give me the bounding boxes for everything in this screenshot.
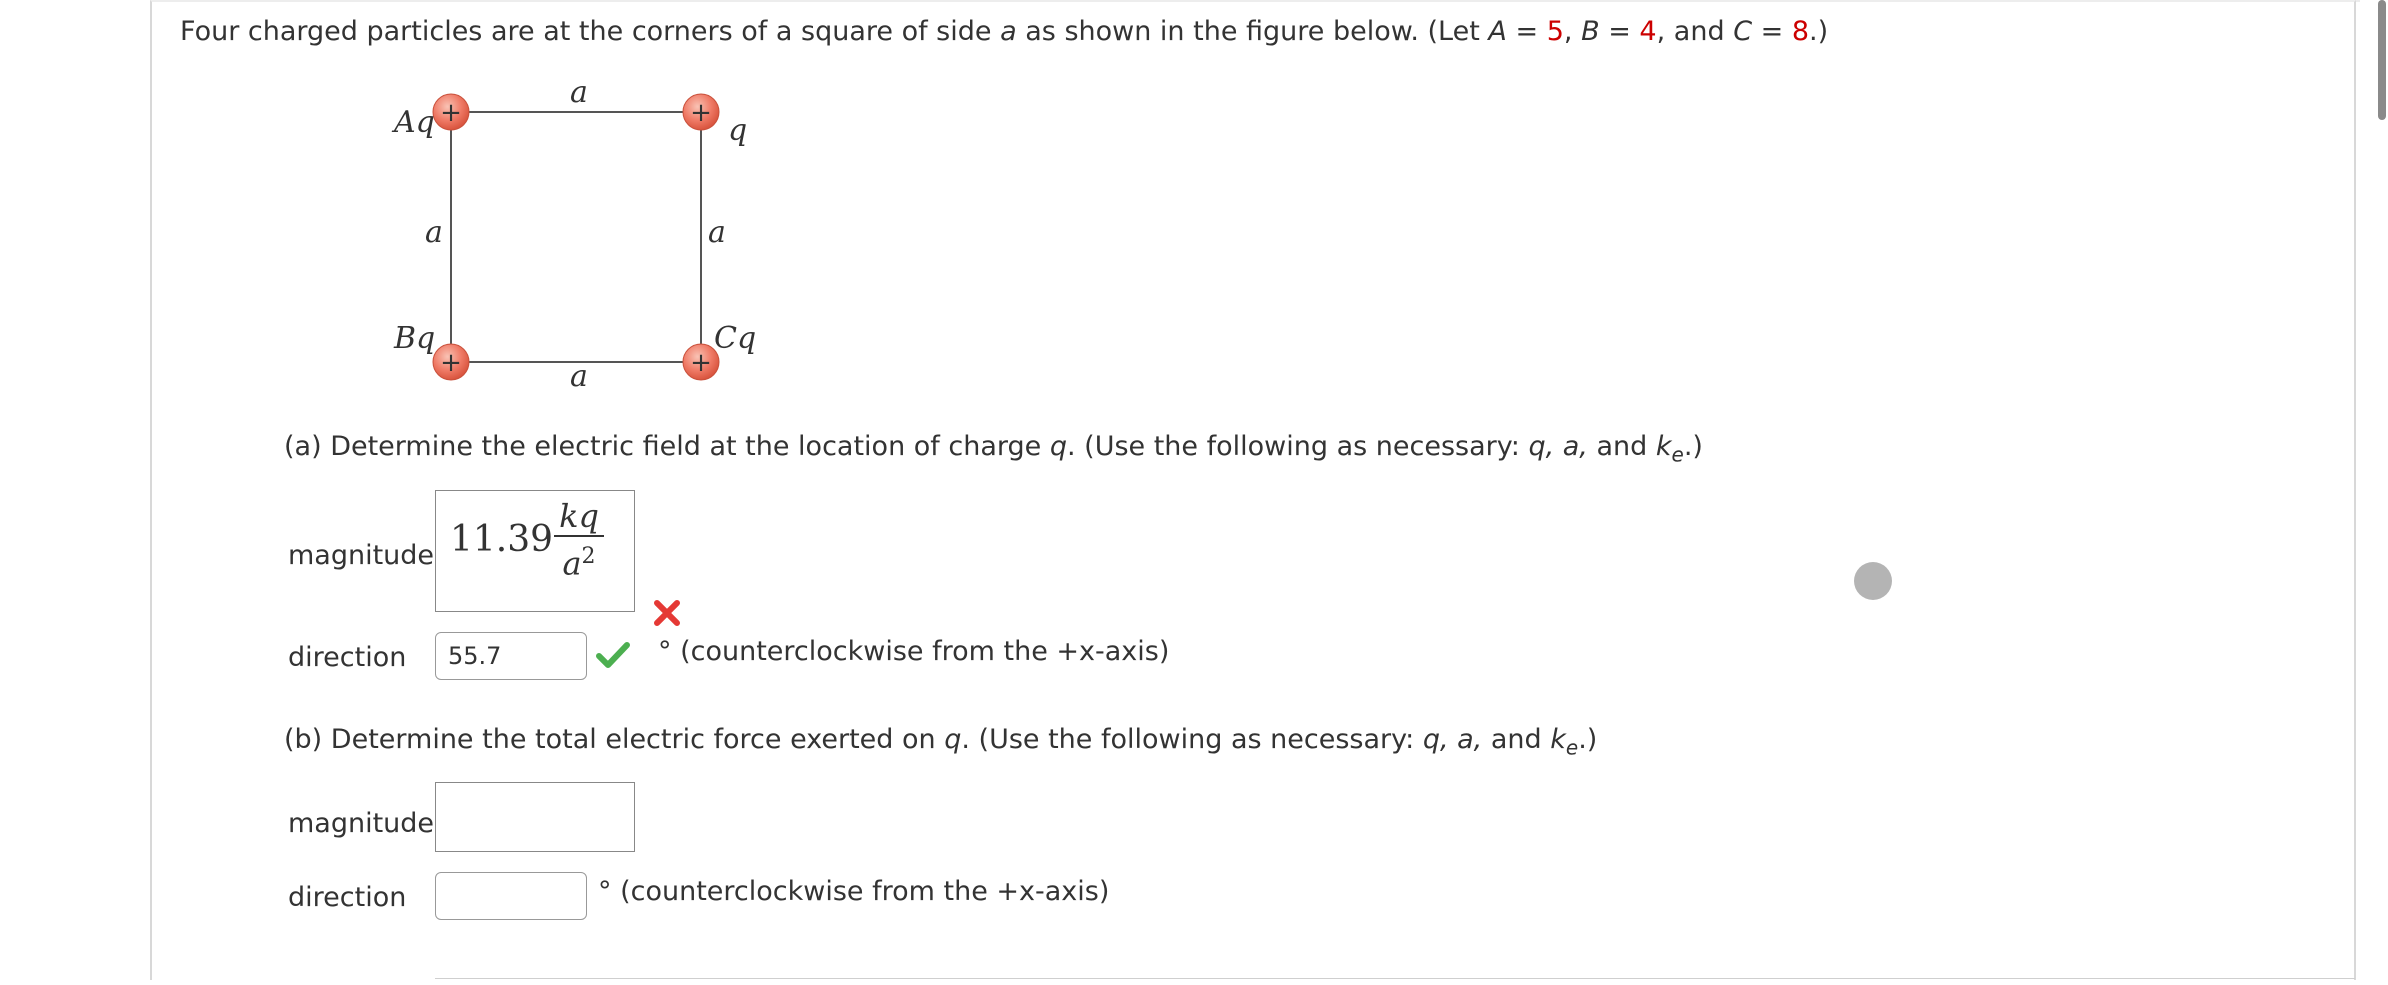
var-q: q (944, 724, 962, 755)
var-A: A (1488, 16, 1507, 47)
var-list: q, a, (1528, 431, 1588, 462)
incorrect-icon (652, 598, 682, 628)
end-text: .) (1683, 431, 1703, 462)
fraction-denominator (554, 537, 604, 584)
part-b-direction-note: ° (counterclockwise from the +x-axis) (598, 876, 1110, 907)
svg-text:+: + (440, 348, 462, 378)
part-a-hint: . (Use the following as necessary: (1067, 431, 1520, 462)
end-text: .) (1578, 724, 1598, 755)
close-paren: .) (1809, 16, 1829, 47)
svg-text:+: + (690, 98, 712, 128)
var-q: q (1049, 431, 1067, 462)
var-C: C (1733, 16, 1753, 47)
part-b-magnitude-label: magnitude (288, 808, 435, 839)
label-q: q (728, 113, 748, 148)
label-side-bottom: a (570, 359, 588, 394)
var-k: k (1655, 431, 1672, 462)
and-text: and (1596, 431, 1648, 462)
var-list: q, a, (1422, 724, 1483, 755)
comma: , (1656, 16, 1666, 47)
and-text: and (1673, 16, 1725, 47)
label-side-left: a (425, 215, 443, 250)
part-b-question (284, 722, 1597, 765)
den-base: a (562, 544, 582, 583)
scrollbar-thumb[interactable] (2378, 0, 2386, 120)
label-Cq: Cq (714, 321, 757, 356)
part-a-direction-input[interactable] (435, 632, 587, 680)
magnitude-fraction (554, 499, 604, 584)
var-B: B (1581, 16, 1600, 47)
comma: , (1563, 16, 1573, 47)
magnitude-number: 11.39 (450, 519, 554, 560)
label-side-top: a (570, 80, 588, 110)
label-side-right: a (708, 215, 726, 250)
square-outline (451, 112, 701, 362)
part-a-direction-label: direction (288, 642, 407, 673)
svg-text:+: + (690, 348, 712, 378)
equals-sign: = (1515, 16, 1539, 47)
part-a-magnitude-input[interactable] (435, 490, 635, 612)
charge-top-right (683, 94, 719, 130)
cursor-indicator (1854, 562, 1892, 600)
problem-statement (180, 14, 1828, 50)
prompt-text-2: as shown in the figure below. (Let (1025, 16, 1480, 47)
part-a-direction-note: ° (counterclockwise from the +x-axis) (658, 636, 1170, 667)
label-Bq: Bq (394, 321, 436, 356)
value-B: 4 (1639, 16, 1657, 47)
var-a: a (1000, 16, 1017, 47)
prompt-text-1: Four charged particles are at the corners of a square of side (180, 16, 992, 47)
part-a-magnitude-label: magnitude (288, 540, 435, 571)
part-b-direction-input[interactable] (435, 872, 587, 920)
charge-top-left (433, 94, 469, 130)
value-C: 8 (1791, 16, 1810, 47)
equals-sign: = (1608, 16, 1631, 47)
and-text: and (1490, 724, 1542, 755)
var-k: k (1550, 724, 1566, 755)
part-b-hint: . (Use the following as necessary: (961, 724, 1415, 755)
fraction-numerator: kq (554, 499, 604, 537)
charge-bottom-left (433, 344, 469, 380)
part-b-direction-label: direction (288, 882, 407, 913)
correct-check-icon (596, 640, 630, 670)
part-b-text: (b) Determine the total electric force exerted on (284, 724, 936, 755)
var-e-sub: e (1671, 442, 1684, 467)
svg-text:+: + (440, 98, 462, 128)
var-e-sub: e (1565, 735, 1579, 760)
part-a-text: (a) Determine the electric field at the location of charge (284, 431, 1042, 462)
value-A: 5 (1546, 16, 1564, 47)
label-Aq: Aq (394, 105, 435, 140)
part-b-magnitude-input[interactable] (435, 782, 635, 852)
part-a-question (284, 429, 1703, 472)
den-exp: 2 (581, 544, 596, 569)
equals-sign: = (1760, 16, 1784, 47)
charge-square-figure (380, 80, 780, 400)
